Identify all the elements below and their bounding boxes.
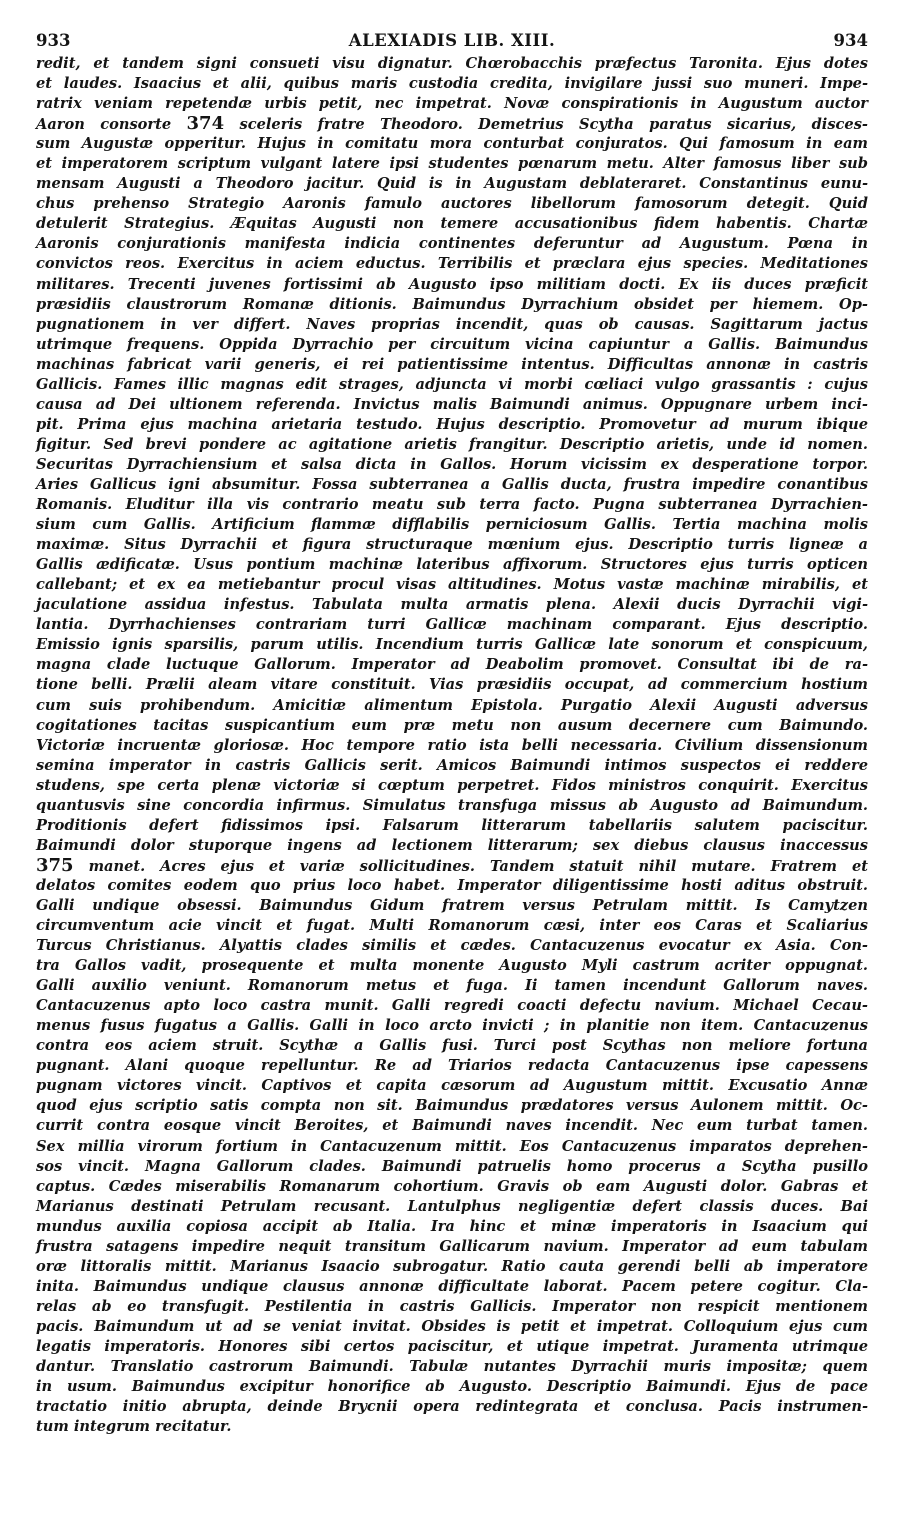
text-line: menus fusus fugatus a Gallis. Galli in loco arcto invicti ; in planitie non item. Cantacuzenus [36, 1017, 868, 1035]
text-line: pit. Prima ejus machina arietaria testudo. Hujus descriptio. Promovetur ad murum ibique [36, 415, 868, 433]
text-line: studens, spe certa plenæ victoriæ si cœptum perpetret. Fidos ministros conquirit. Exercitus [36, 776, 868, 794]
text-line [36, 856, 868, 876]
page-number-left: 933 [36, 31, 71, 50]
text-line: pugnant. Alani quoque repelluntur. Re ad Triarios redacta Cantacuzenus ipse capessens [36, 1057, 868, 1075]
running-title: ALEXIADIS LIB. XIII. [348, 31, 556, 50]
text-line: Turcus Christianus. Alyattis clades similis et cædes. Cantacuzenus evocatur ex Asia. Con- [36, 937, 868, 955]
text-line: Sex millia virorum fortium in Cantacuzenum mittit. Eos Cantacuzenus imparatos deprehen- [36, 1137, 868, 1155]
text-line: quantusvis sine concordia infirmus. Simulatus transfuga missus ab Augusto ad Baimundum. [36, 796, 868, 814]
text-line: oræ littoralis mittit. Marianus Isaacio subrogatur. Ratio cauta gerendi belli ab imperatore [36, 1257, 868, 1275]
text-line: relas ab eo transfugit. Pestilentia in castris Gallicis. Imperator non respicit mentionem [36, 1297, 868, 1315]
text-line-content: sceleris fratre Theodoro. Demetrius Scytha paratus sicarius, disces- [224, 116, 868, 134]
summary-text-block [36, 54, 868, 1437]
text-line: machinas fabricat varii generis, ei rei patientissime intentus. Difficultas annonæ in castris [36, 355, 868, 373]
text-line: chus prehenso Strategio Aaronis famulo auctores libellorum famosorum detegit. Quid [36, 195, 868, 213]
text-line: militares. Trecenti juvenes fortissimi ab Augusto ipso militiam docti. Ex iis duces præficit [36, 275, 868, 293]
column-marker-number: 375 [36, 854, 74, 876]
text-line-prefix: Aaron consorte [36, 116, 187, 134]
text-line: Romanis. Eluditur illa vis contrario meatu sub terra facto. Pugna subterranea Dyrrachien- [36, 496, 868, 514]
text-line: jaculatione assidua infestus. Tabulata multa armatis plena. Alexii ducis Dyrrachii vigi- [36, 596, 868, 614]
text-line: captus. Cædes miserabilis Romanarum cohortium. Gravis ob eam Augusti dolor. Gabras et [36, 1177, 868, 1195]
text-line: et imperatorem scriptum vulgant latere ipsi studentes pœnarum metu. Alter famosus liber sub [36, 155, 868, 173]
text-line: tione belli. Prælii aleam vitare constituit. Vias præsidiis occupat, ad commercium hostium [36, 676, 868, 694]
text-line: Galli auxilio veniunt. Romanorum metus et fuga. Ii tamen incendunt Gallorum naves. [36, 977, 868, 995]
text-line: Baimundi dolor stuporque ingens ad lectionem litterarum; sex diebus clausus inaccessus [36, 836, 868, 854]
text-line: causa ad Dei ultionem referenda. Invictus malis Baimundi animus. Oppugnare urbem inci- [36, 395, 868, 413]
text-line: convictos reos. Exercitus in aciem eductus. Terribilis et præclara ejus species. Meditationes [36, 255, 868, 273]
text-line: redit, et tandem signi consueti visu dignatur. Chœrobacchis præfectus Taronita. Ejus dotes [36, 55, 868, 72]
page-number-right: 934 [833, 31, 868, 50]
text-line: Emissio ignis sparsilis, parum utilis. Incendium turris Gallicæ late sonorum et conspicuum, [36, 636, 868, 654]
text-line: contra eos aciem struit. Scythæ a Gallis fusi. Turci post Scythas non meliore fortuna [36, 1037, 868, 1055]
text-line: frustra satagens impedire nequit transitum Gallicarum navium. Imperator ad eum tabulam [36, 1237, 868, 1255]
text-line: circumventum acie vincit et fugat. Multi Romanorum cæsi, inter eos Caras et Scaliarius [36, 917, 868, 935]
text-line: tra Gallos vadit, prosequente et multa monente Augusto Myli castrum acriter oppugnat. [36, 957, 868, 975]
text-line: sum Augustæ opperitur. Hujus in comitatu mora conturbat conjuratos. Qui famosum in eam [36, 135, 868, 153]
text-line: currit contra eosque vincit Beroites, et Baimundi naves incendit. Nec eum turbat tamen. [36, 1117, 868, 1135]
text-line: mensam Augusti a Theodoro jacitur. Quid is in Augustam deblateraret. Constantinus eunu- [36, 175, 868, 193]
text-line: quod ejus scriptio satis compta non sit. Baimundus prædatores versus Aulonem mittit. Oc- [36, 1097, 868, 1115]
text-line: maximæ. Situs Dyrrachii et figura structuraque mœnium ejus. Descriptio turris ligneæ a [36, 536, 868, 554]
text-line: Securitas Dyrrachiensium et salsa dicta in Gallos. Horum vicissim ex desperatione torpor. [36, 455, 868, 473]
text-line: Proditionis defert fidissimos ipsi. Falsarum litterarum tabellariis salutem paciscitur. [36, 816, 868, 834]
text-line: callebant; et ex ea metiebantur procul visas altitudines. Motus vastæ machinæ mirabilis, et [36, 576, 868, 594]
text-line: cum suis prohibendum. Amicitiæ alimentum Epistola. Purgatio Alexii Augusti adversus [36, 696, 868, 714]
text-line: Marianus destinati Petrulam recusant. Lantulphus negligentiæ defert classis duces. Bai [36, 1197, 868, 1215]
text-line: inita. Baimundus undique clausus annonæ difficultate laborat. Pacem petere cogitur. Cla- [36, 1277, 868, 1295]
text-line: delatos comites eodem quo prius loco habet. Imperator diligentissime hosti aditus obstruit. [36, 876, 868, 894]
text-line: Cantacuzenus apto loco castra munit. Galli regredi coacti defectu navium. Michael Cecau- [36, 997, 868, 1015]
text-line: præsidiis claustrorum Romanæ ditionis. Baimundus Dyrrachium obsidet per hiemem. Op- [36, 295, 868, 313]
text-line: Galli undique obsessi. Baimundus Gidum fratrem versus Petrulam mittit. Is Camytzen [36, 896, 868, 914]
text-line: lantia. Dyrrhachienses contrariam turri Gallicæ machinam comparant. Ejus descriptio. [36, 616, 868, 634]
text-line: cogitationes tacitas suspicantium eum præ metu non ausum decernere cum Baimundo. [36, 716, 868, 734]
text-line: detulerit Strategius. Æquitas Augusti non temere accusationibus fidem habentis. Chartæ [36, 215, 868, 233]
text-line: in usum. Baimundus excipitur honorifice ab Augusto. Descriptio Baimundi. Ejus de pace [36, 1378, 868, 1396]
text-line: pugnationem in ver differt. Naves proprias incendit, quas ob causas. Sagittarum jactus [36, 315, 868, 333]
text-line: tum integrum recitatur. [36, 1418, 232, 1436]
running-header [36, 30, 868, 52]
text-line [36, 114, 868, 134]
text-line: Aries Gallicus igni absumitur. Fossa subterranea a Gallis ducta, frustra impedire conantibus [36, 475, 868, 493]
text-line: pugnam victores vincit. Captivos et capita cæsorum ad Augustum mittit. Excusatio Annæ [36, 1077, 868, 1095]
text-line-content: manet. Acres ejus et variæ sollicitudines. Tandem statuit nihil mutare. Fratrem et [73, 857, 868, 875]
text-line: figitur. Sed brevi pondere ac agitatione arietis frangitur. Descriptio arietis, unde id nomen. [36, 435, 868, 453]
text-line: sos vincit. Magna Gallorum clades. Baimundi patruelis homo procerus a Scytha pusillo [36, 1157, 868, 1175]
text-line: pacis. Baimundum ut ad se veniat invitat. Obsides is petit et impetrat. Colloquium ejus cum [36, 1317, 868, 1335]
text-line: dantur. Translatio castrorum Baimundi. Tabulæ nutantes Dyrrachii muris impositæ; quem [36, 1358, 868, 1376]
text-line: mundus auxilia copiosa accipit ab Italia. Ira hinc et minæ imperatoris in Isaacium qui [36, 1217, 868, 1235]
text-line: Victoriæ incruentæ gloriosæ. Hoc tempore ratio ista belli necessaria. Civilium dissensionum [36, 736, 868, 754]
text-line: magna clade luctuque Gallorum. Imperator ad Deabolim promovet. Consultat ibi de ra- [36, 656, 868, 674]
text-line: Gallis ædificatæ. Usus pontium machinæ lateribus affixorum. Structores ejus turris opticen [36, 556, 868, 574]
text-line: semina imperator in castris Gallicis serit. Amicos Baimundi intimos suspectos ei reddere [36, 756, 868, 774]
text-line: Aaronis conjurationis manifesta indicia continentes deferuntur ad Augustum. Pœna in [36, 235, 868, 253]
text-line: et laudes. Isaacius et alii, quibus maris custodia credita, invigilare jussi suo muneri. Impe- [36, 75, 868, 93]
text-line: sium cum Gallis. Artificium flammæ difflabilis perniciosum Gallis. Tertia machina molis [36, 516, 868, 534]
text-line: tractatio initio abrupta, deinde Brycnii opera redintegrata et conclusa. Pacis instrumen- [36, 1398, 868, 1416]
text-line: Gallicis. Fames illic magnas edit strages, adjuncta vi morbi cœliaci vulgo grassantis : cujus [36, 375, 868, 393]
text-line: legatis imperatoris. Honores sibi certos paciscitur, et utique impetrat. Juramenta utrimque [36, 1338, 868, 1355]
page [36, 30, 868, 1437]
text-line: ratrix veniam repetendæ urbis petit, nec impetrat. Novæ conspirationis in Augustum auctor [36, 95, 868, 113]
text-line: utrimque frequens. Oppida Dyrrachio per circuitum vicina capiuntur a Gallis. Baimundus [36, 335, 868, 353]
column-marker-number: 374 [186, 113, 225, 135]
